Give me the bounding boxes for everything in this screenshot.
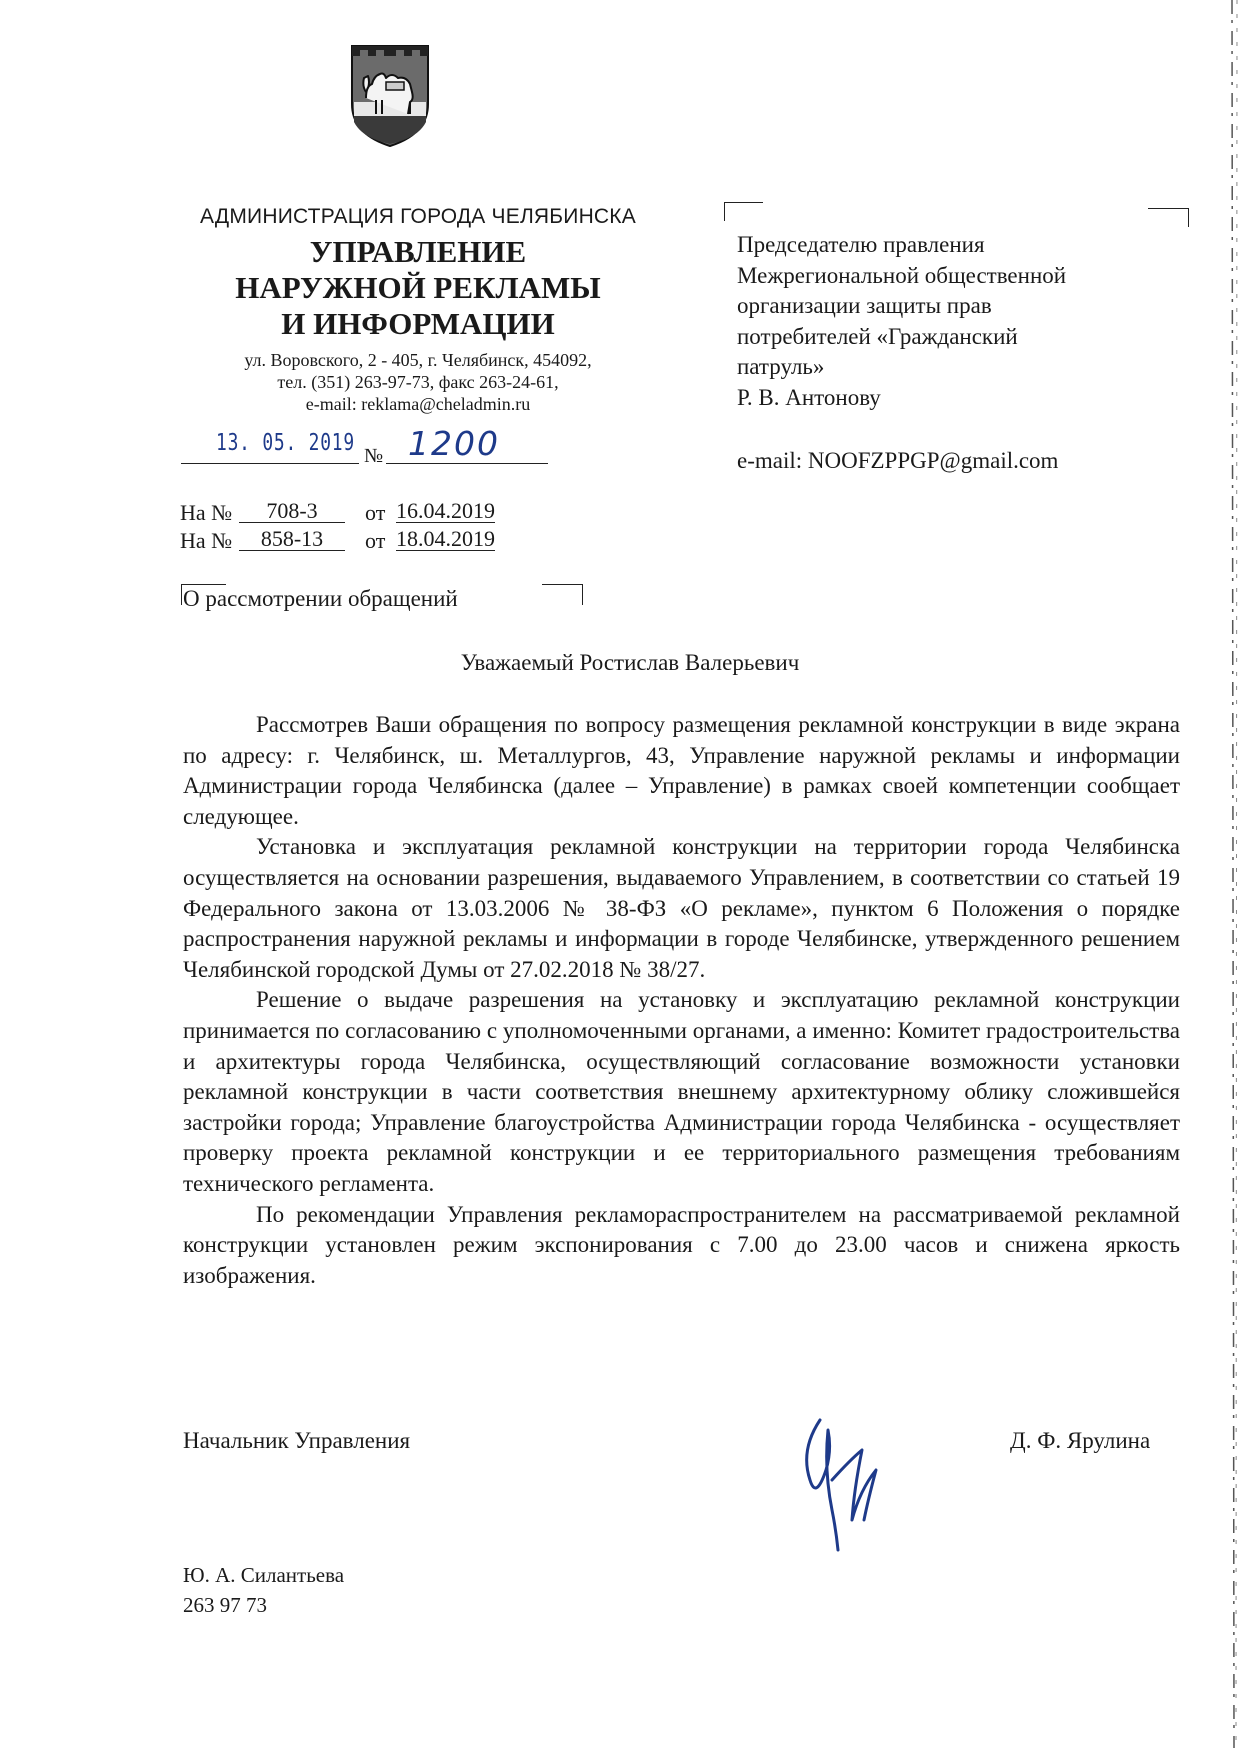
registration-line	[178, 424, 548, 468]
department-name: УПРАВЛЕНИЕ НАРУЖНОЙ РЕКЛАМЫ И ИНФОРМАЦИИ	[235, 234, 601, 341]
executor-info	[183, 1560, 344, 1620]
subject-line: О рассмотрении обращений	[183, 586, 458, 611]
greeting: Уважаемый Ростислав Валерьевич	[460, 650, 800, 675]
reference-row: На № 708-3 от 16.04.2019	[180, 498, 495, 525]
recipient-email: e-mail: NOOFZPPGP@gmail.com	[737, 448, 1059, 473]
letterhead-contacts	[178, 349, 658, 415]
corner-bracket	[1148, 208, 1189, 227]
signer-title: Начальник Управления	[183, 1428, 411, 1453]
organization-name: АДМИНИСТРАЦИЯ ГОРОДА ЧЕЛЯБИНСКА	[200, 205, 636, 228]
phone: тел. (351) 263-97-73, факс 263-24-61,	[277, 372, 559, 392]
letter-body	[183, 710, 1180, 1291]
recipient-block: Председателю правления Межрегиональной общественной организации защиты прав потребителей «Гражданский патруль» Р. В. Антонову	[737, 232, 1067, 410]
executor-name: Ю. А. Силантьева	[183, 1563, 345, 1587]
reference-row: На № 858-13 от 18.04.2019	[180, 526, 495, 553]
number-label: №	[364, 445, 384, 467]
date-stamp: 13. 05. 2019	[216, 430, 355, 456]
handwritten-number: 1200	[408, 424, 500, 463]
executor-phone: 263 97 73	[183, 1593, 267, 1617]
scan-edge-decoration	[1222, 0, 1242, 1748]
body-paragraph: Рассмотрев Ваши обращения по вопросу размещения рекламной конструкции в виде экрана по адресу: г. Челябинск, ш. Металлургов, 43, Управление наружной рекламы и информации Администрации города Челябинска (далее – Управление) в рамках своей компетенции сообщает следующее.	[183, 712, 1180, 829]
email: e-mail: reklama@cheladmin.ru	[305, 394, 531, 414]
handwritten-signature-icon	[780, 1410, 900, 1560]
signer-name: Д. Ф. Ярулина	[1010, 1428, 1151, 1453]
body-paragraph: Установка и эксплуатация рекламной конструкции на территории города Челябинска осуществляется на основании разрешения, выдаваемого Управлением, в соответствии со статьей 19 Федерального закона от 13.03.2006 № 38-ФЗ «О рекламе», пунктом 6 Положения о порядке распространения наружной рекламы и информации в городе Челябинске, утвержденного решением Челябинской городской Думы от 27.02.2018 № 38/27.	[183, 834, 1180, 982]
corner-bracket	[724, 202, 763, 221]
address: ул. Воровского, 2 - 405, г. Челябинск, 454092,	[244, 350, 592, 370]
body-paragraph: Решение о выдаче разрешения на установку и эксплуатацию рекламной конструкции принимается по согласованию с уполномоченными органами, а именно: Комитет градостроительства и архитектуры города Челябинска, осуществляющий согласование возможности установки рекламной конструкции в части соответствия внешнему архитектурному облику сложившейся застройки города; Управление благоустройства Администрации города Челябинска - осуществляет проверку проекта рекламной конструкции и ее территориального размещения требованиям технического регламента.	[183, 987, 1180, 1196]
body-paragraph: По рекомендации Управления рекламораспространителем на рассматриваемой рекламной конструкции установлен режим экспонирования с 7.00 до 23.00 часов и снижена яркость изображения.	[183, 1201, 1180, 1288]
coat-of-arms-icon	[348, 42, 432, 150]
corner-bracket	[542, 584, 583, 605]
